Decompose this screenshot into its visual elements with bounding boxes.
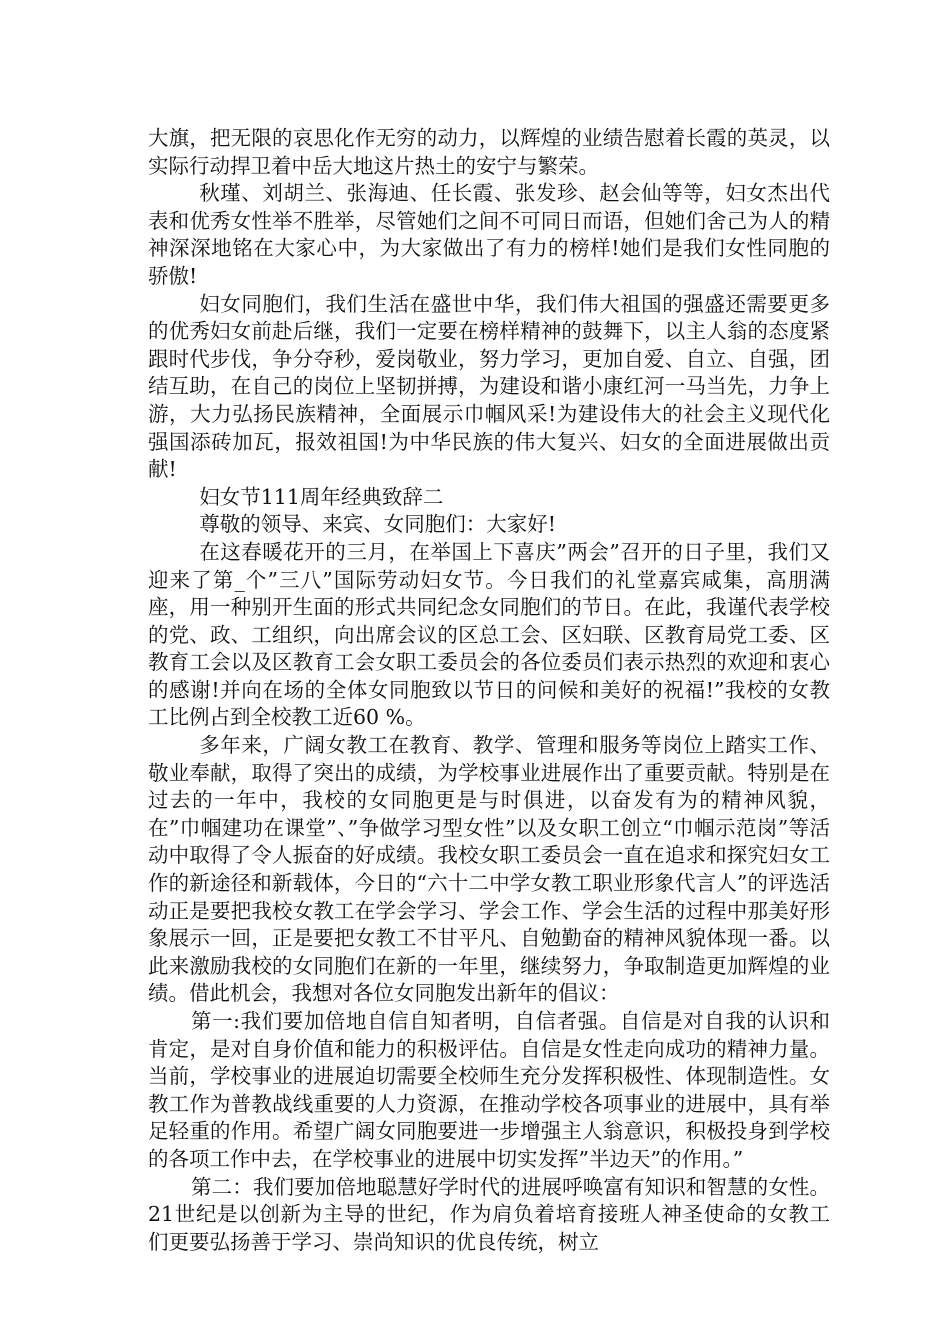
paragraph: 在这春暖花开的三月，在举国上下喜庆”两会”召开的日子里，我们又迎来了第_个”三八”国际劳动妇女节。今日我们的礼堂嘉宾咸集，高朋满座，用一种别开生面的形式共同纪念女同胞们的节日。在此，我谨代表学校的党、政、工组织，向出席会议的区总工会、区妇联、区教育局党工委、区教育工会以及区教育工会女职工委员会的各位委员们表示热烈的欢迎和衷心的感谢!并向在场的全体女同胞致以节日的问候和美好的祝福!”我校的女教工比例占到全校教工近60 %。 <box>148 539 830 730</box>
paragraph: 妇女同胞们，我们生活在盛世中华，我们伟大祖国的强盛还需要更多的优秀妇女前赴后继，我们一定要在榜样精神的鼓舞下，以主人翁的态度紧跟时代步伐，争分夺秒，爱岗敬业，努力学习，更加自爱、自立、自强，团结互助，在自己的岗位上坚韧拼搏，为建设和谐小康红河一马当先，力争上游，大力弘扬民族精神，全面展示巾帼风采!为建设伟大的社会主义现代化强国添砖加瓦，报效祖国!为中华民族的伟大复兴、妇女的全面进展做出贡献! <box>148 291 830 482</box>
paragraph: 大旗，把无限的哀思化作无穷的动力，以辉煌的业绩告慰着长霞的英灵，以实际行动捍卫着中岳大地这片热土的安宁与繁荣。 <box>148 126 830 178</box>
document-body <box>148 125 830 1256</box>
paragraph: 多年来，广阔女教工在教育、教学、管理和服务等岗位上踏实工作、敬业奉献，取得了突出的成绩，为学校事业进展作出了重要贡献。特别是在过去的一年中，我校的女同胞更是与时俱进，以奋发有为的精神风貌，在”巾帼建功在课堂”、”争做学习型女性”以及女职工创立“巾帼示范岗”等活动中取得了令人振奋的好成绩。我校女职工委员会一直在追求和探究妇女工作的新途径和新载体，今日的“六十二中学女教工职业形象代言人”的评选活动正是要把我校女教工在学会学习、学会工作、学会生活的过程中那美好形象展示一回，正是要把女教工不甘平凡、自勉勤奋的精神风貌体现一番。以此来激励我校的女同胞们在新的一年里，继续努力，争取制造更加辉煌的业绩。借此机会，我想对各位女同胞发出新年的倡议： <box>148 733 830 1006</box>
paragraph: 秋瑾、刘胡兰、张海迪、任长霞、张发珍、赵会仙等等，妇女杰出代表和优秀女性举不胜举，尽管她们之间不可同日而语，但她们舍己为人的精神深深地铭在大家心中，为大家做出了有力的榜样!她们是我们女性同胞的骄傲! <box>148 181 830 288</box>
salutation: 尊敬的领导、来宾、女同胞们：大家好! <box>199 512 556 537</box>
paragraph: 第一:我们要加倍地自信自知者明，自信者强。自信是对自我的认识和肯定，是对自身价值和能力的积极评估。自信是女性走向成功的精神力量。当前，学校事业的进展迫切需要全校师生充分发挥积极性、体现制造性。女教工作为普教战线重要的人力资源，在推动学校各项事业的进展中，具有举足轻重的作用。希望广阔女同胞要进一步增强主人翁意识，积极投身到学校的各项工作中去，在学校事业的进展中切实发挥”半边天”的作用。” <box>148 1009 830 1171</box>
paragraph: 第二：我们要加倍地聪慧好学时代的进展呼唤富有知识和智慧的女性。21世纪是以创新为主导的世纪，作为肩负着培育接班人神圣使命的女教工们更要弘扬善于学习、崇尚知识的优良传统，树立 <box>148 1174 830 1254</box>
section-heading: 妇女节111周年经典致辞二 <box>199 484 444 509</box>
